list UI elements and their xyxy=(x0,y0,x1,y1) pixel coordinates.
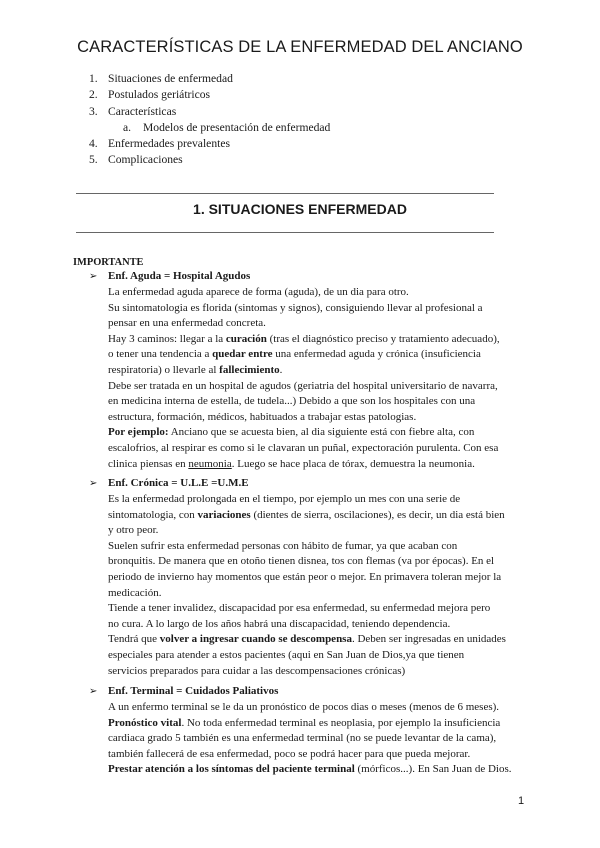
cronica-paragraph: Es la enfermedad prolongada en el tiempo, por ejemplo un mes con una serie de sintomatologia, con variaciones (dientes de sierra, oscilaciones), es decir, un dia está bien y otro peor. Suelen sufrir esta enfermedad personas con hábito de fumar, ya que acaban con bronquitis. De manera que en otoño tienen disnea, tos con flemas (va por épocas). En el periodo de invierno hay momentos que están peor o mejor. En primavera toleran mejor la medicación. Tiende a tener invalidez, discapacidad por esa enfermedad, su enfermedad mejora pero no cura. A lo largo de los años habrá una discapacidad, teniendo dependencia. Tendrá que volver a ingresar cuando se descompensa. Deben ser ingresadas en unidades especiales para atender a estos pacientes (aqui en San Juan de Dios,ya que tienen servicios preparados para cuidar a las descompensaciones crónicas) xyxy=(108,493,506,677)
important-label: IMPORTANTE xyxy=(73,257,144,268)
document-title: CARACTERÍSTICAS DE LA ENFERMEDAD DEL ANCIANO xyxy=(77,38,523,56)
terminal-paragraph: A un enfermo terminal se le da un pronóstico de pocos dias o meses (menos de 6 meses). Pronóstico vital. No toda enfermedad terminal es neoplasia, por ejemplo la insuficiencia cardiaca grado 5 también es una enfermedad terminal (no se puede levantar de la cama), también fallecerá de esa enfermedad, poco se podrá hacer para que pueda mejorar. Prestar atención a los síntomas del paciente terminal (mórficos...). En San Juan de Dios. xyxy=(108,701,512,776)
toc-item: 2. Postulados geriátricos xyxy=(89,88,211,102)
arrow-bullet-icon: ➢ xyxy=(89,270,98,282)
divider-top xyxy=(76,193,494,194)
terminal-heading: ➢ Enf. Terminal = Cuidados Paliativos xyxy=(89,685,279,697)
toc-item: 1. Situaciones de enfermedad xyxy=(89,72,233,85)
aguda-paragraph: La enfermedad aguda aparece de forma (aguda), de un dia para otro. Su sintomatologia es florida (sintomas y signos), consiguiendo llevar al profesional a pensar en una enfermedad concreta. Hay 3 caminos: llegar a la curación (tras el diagnóstico preciso y tratamiento adecuado), o tener una tendencia a quedar entre una enfermedad aguda y crónica (insuficiencia respiratoria) o llevarle al fallecimiento. Debe ser tratada en un hospital de agudos (geriatria del hospital universitario de navarra, en medicina interna de estella, de tudela...) Debido a que son los hospitales con una estructura, formación, médicos, habituados a trabajar estas patologias. Por ejemplo: Anciano que se acuesta bien, al dia siguiente está con fiebre alta, con escalofrios, al respirar es como si le clavaran un puñal, expectoración purulenta. Con esa clinica piensas en neumonia. Luego se hace placa de tórax, demuestra la neumonia. xyxy=(108,286,500,470)
arrow-bullet-icon: ➢ xyxy=(89,685,98,697)
toc-item: 5. Complicaciones xyxy=(89,153,183,167)
cronica-heading: ➢ Enf. Crónica = U.L.E =U.M.E xyxy=(89,477,249,489)
divider-bottom xyxy=(76,232,494,233)
table-of-contents xyxy=(89,71,330,169)
page-number: 1 xyxy=(518,795,525,807)
toc-item: 4. Enfermedades prevalentes xyxy=(89,137,230,151)
toc-item: 3. Características xyxy=(89,104,177,118)
arrow-bullet-icon: ➢ xyxy=(89,477,98,489)
toc-subitem: a. Modelos de presentación de enfermedad xyxy=(123,120,331,134)
neumonia-underlined: neumonia xyxy=(188,457,232,470)
aguda-heading: ➢ Enf. Aguda = Hospital Agudos xyxy=(89,270,251,282)
section-title: 1. SITUACIONES ENFERMEDAD xyxy=(193,201,407,217)
